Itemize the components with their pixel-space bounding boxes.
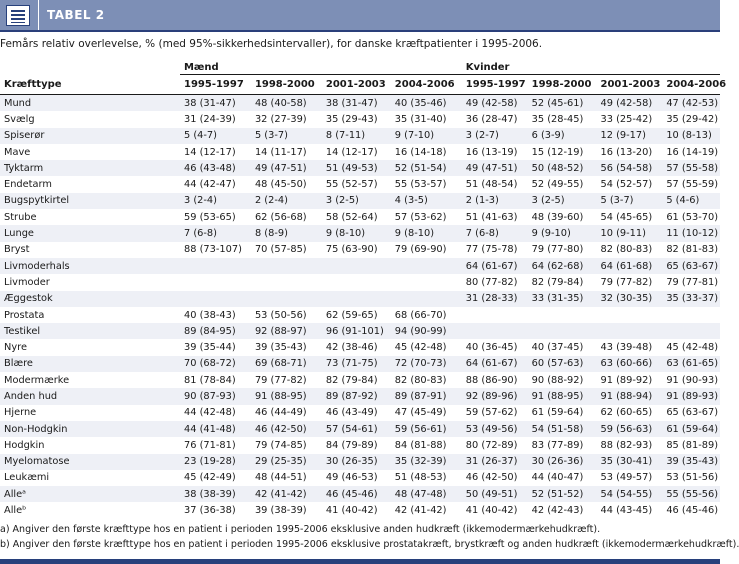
table-row [0, 405, 720, 421]
table-cell: 2 (2-4) [251, 193, 322, 209]
table-cell: 89 (84-95) [180, 323, 251, 339]
column-header-period: 1995-1997 [462, 75, 528, 95]
table-cell: 49 (46-53) [322, 470, 391, 486]
table-cell: 29 (25-35) [251, 454, 322, 470]
table-cell: 45 (42-48) [391, 339, 462, 355]
footnote-a: a) Angiver den første kræfttype hos en patient i perioden 1995-2006 eksklusive anden hudkræft (ikkemodermærkehudkræft). [0, 524, 601, 535]
table-cell [391, 258, 462, 274]
table-row [0, 160, 720, 176]
table-cell: 65 (63-67) [662, 258, 720, 274]
table-cell: 42 (42-43) [528, 502, 597, 518]
table-cell: 46 (43-49) [322, 405, 391, 421]
table-row [0, 95, 720, 112]
table-cell: 42 (38-46) [322, 339, 391, 355]
row-label: Endetarm [0, 176, 180, 192]
table-cell: 60 (57-63) [528, 356, 597, 372]
table-row [0, 437, 720, 453]
table-cell: 84 (79-89) [322, 437, 391, 453]
table-cell: 47 (42-53) [662, 95, 720, 112]
table-row [0, 176, 720, 192]
table-cell: 92 (88-97) [251, 323, 322, 339]
table-cell: 35 (33-37) [662, 291, 720, 307]
table-cell: 53 (51-56) [662, 470, 720, 486]
table-row [0, 388, 720, 404]
table-cell [528, 307, 597, 323]
table-cell: 52 (49-55) [528, 176, 597, 192]
table-cell: 46 (42-50) [251, 421, 322, 437]
table-cell: 88 (82-93) [597, 437, 663, 453]
table-cell: 16 (14-18) [391, 144, 462, 160]
table-cell: 3 (2-5) [528, 193, 597, 209]
table-cell: 49 (42-58) [462, 95, 528, 112]
table-cell [322, 258, 391, 274]
table-cell: 90 (88-92) [528, 372, 597, 388]
table-cell: 40 (36-45) [462, 339, 528, 355]
table-cell: 59 (56-63) [597, 421, 663, 437]
table-cell: 56 (54-58) [597, 160, 663, 176]
table-cell: 61 (59-64) [662, 421, 720, 437]
table-cell: 31 (28-33) [462, 291, 528, 307]
column-header-period: 2004-2006 [391, 75, 462, 95]
table-cell: 64 (61-67) [462, 356, 528, 372]
table-cell: 63 (60-66) [597, 356, 663, 372]
table-cell: 33 (31-35) [528, 291, 597, 307]
empty-header-cell [0, 60, 180, 75]
table-cell [662, 307, 720, 323]
row-label: Leukæmi [0, 470, 180, 486]
table-cell: 50 (49-51) [462, 486, 528, 502]
table-row [0, 144, 720, 160]
table-cell: 46 (44-49) [251, 405, 322, 421]
column-header-period: 1998-2000 [528, 75, 597, 95]
table-cell: 70 (68-72) [180, 356, 251, 372]
table-cell: 82 (81-83) [662, 242, 720, 258]
table-row [0, 274, 720, 290]
table-cell: 3 (2-7) [462, 128, 528, 144]
table-row [0, 111, 720, 127]
row-label: Lunge [0, 225, 180, 241]
row-label: Anden hud [0, 388, 180, 404]
table-cell: 79 (77-80) [528, 242, 597, 258]
row-label: Testikel [0, 323, 180, 339]
table-cell [251, 274, 322, 290]
table-cell: 46 (42-50) [462, 470, 528, 486]
table-cell: 57 (53-62) [391, 209, 462, 225]
table-cell: 30 (26-36) [528, 454, 597, 470]
table-cell: 81 (78-84) [180, 372, 251, 388]
table-cell [251, 258, 322, 274]
table-cell: 7 (6-8) [180, 225, 251, 241]
table-cell: 92 (89-96) [462, 388, 528, 404]
table-cell: 40 (35-46) [391, 95, 462, 112]
row-label: Alleᵃ [0, 486, 180, 502]
table-cell: 33 (25-42) [597, 111, 663, 127]
table-cell: 51 (41-63) [462, 209, 528, 225]
table-cell: 46 (45-46) [322, 486, 391, 502]
table-cell: 32 (30-35) [597, 291, 663, 307]
row-label: Hjerne [0, 405, 180, 421]
table-cell: 36 (28-47) [462, 111, 528, 127]
table-cell: 35 (31-40) [391, 111, 462, 127]
table-cell: 53 (50-56) [251, 307, 322, 323]
row-label: Myelomatose [0, 454, 180, 470]
table-row [0, 502, 720, 518]
table-cell: 11 (10-12) [662, 225, 720, 241]
table-cell: 88 (86-90) [462, 372, 528, 388]
table-cell [528, 323, 597, 339]
table-row [0, 307, 720, 323]
table-cell: 65 (63-67) [662, 405, 720, 421]
table-cell: 59 (53-65) [180, 209, 251, 225]
table-row [0, 356, 720, 372]
table-cell: 16 (13-19) [462, 144, 528, 160]
table-cell: 50 (48-52) [528, 160, 597, 176]
table-cell: 88 (73-107) [180, 242, 251, 258]
row-label: Livmoderhals [0, 258, 180, 274]
table-cell: 48 (39-60) [528, 209, 597, 225]
table-cell: 45 (42-49) [180, 470, 251, 486]
table-row [0, 128, 720, 144]
table-cell: 15 (12-19) [528, 144, 597, 160]
table-cell: 73 (71-75) [322, 356, 391, 372]
table-row [0, 193, 720, 209]
table-cell: 54 (45-65) [597, 209, 663, 225]
table-cell: 5 (3-7) [251, 128, 322, 144]
row-label: Svælg [0, 111, 180, 127]
table-icon [6, 5, 30, 26]
table-cell: 12 (9-17) [597, 128, 663, 144]
table-cell: 61 (53-70) [662, 209, 720, 225]
table-cell: 69 (68-71) [251, 356, 322, 372]
table-cell: 48 (44-51) [251, 470, 322, 486]
table-cell: 57 (54-61) [322, 421, 391, 437]
table-row [0, 421, 720, 437]
table-cell: 30 (26-35) [322, 454, 391, 470]
table-cell: 7 (6-8) [462, 225, 528, 241]
table-cell: 55 (53-57) [391, 176, 462, 192]
table-cell: 53 (49-57) [597, 470, 663, 486]
table-cell: 91 (89-92) [597, 372, 663, 388]
table-cell [597, 307, 663, 323]
table-cell: 54 (54-55) [597, 486, 663, 502]
row-label: Non-Hodgkin [0, 421, 180, 437]
table-header-bar [0, 0, 720, 32]
row-label: Blære [0, 356, 180, 372]
table-cell: 14 (11-17) [251, 144, 322, 160]
table-cell: 79 (74-85) [251, 437, 322, 453]
bottom-bar [0, 559, 720, 564]
table-cell: 38 (31-47) [322, 95, 391, 112]
footnote-b: b) Angiver den første kræfttype hos en patient i perioden 1995-2006 eksklusive prostatakræft, brystkræft og anden hudkræft (ikkemodermærkehudkræft). [0, 539, 739, 550]
row-label: Alleᵇ [0, 502, 180, 518]
table-cell: 35 (28-45) [528, 111, 597, 127]
table-cell: 91 (90-93) [662, 372, 720, 388]
table-cell: 96 (91-101) [322, 323, 391, 339]
table-cell: 62 (59-65) [322, 307, 391, 323]
table-cell: 42 (41-42) [391, 502, 462, 518]
table-cell: 82 (79-84) [322, 372, 391, 388]
table-row [0, 291, 720, 307]
table-cell [391, 291, 462, 307]
table-cell: 9 (9-10) [528, 225, 597, 241]
table-cell: 57 (55-58) [662, 160, 720, 176]
row-label: Strube [0, 209, 180, 225]
table-cell: 54 (51-58) [528, 421, 597, 437]
table-cell: 49 (42-58) [597, 95, 663, 112]
table-cell: 9 (8-10) [391, 225, 462, 241]
table-cell: 85 (81-89) [662, 437, 720, 453]
table-cell: 5 (4-7) [180, 128, 251, 144]
table-cell: 91 (88-94) [597, 388, 663, 404]
table-cell: 84 (81-88) [391, 437, 462, 453]
table-cell: 80 (77-82) [462, 274, 528, 290]
row-label: Spiserør [0, 128, 180, 144]
table-cell: 14 (12-17) [180, 144, 251, 160]
table-cell: 80 (72-89) [462, 437, 528, 453]
table-cell: 53 (49-56) [462, 421, 528, 437]
table-cell: 79 (69-90) [391, 242, 462, 258]
table-cell [462, 323, 528, 339]
column-header-period: 2001-2003 [597, 75, 663, 95]
table-cell: 9 (8-10) [322, 225, 391, 241]
table-row [0, 339, 720, 355]
table-cell: 5 (4-6) [662, 193, 720, 209]
table-cell: 70 (57-85) [251, 242, 322, 258]
row-label: Æggestok [0, 291, 180, 307]
group-header-women: Kvinder [462, 60, 720, 75]
table-cell: 40 (37-45) [528, 339, 597, 355]
column-header-period: 2001-2003 [322, 75, 391, 95]
table-cell: 75 (63-90) [322, 242, 391, 258]
table-row [0, 454, 720, 470]
table-row [0, 242, 720, 258]
header-divider [38, 0, 39, 30]
table-cell: 39 (35-44) [180, 339, 251, 355]
row-label: Bugspytkirtel [0, 193, 180, 209]
table-cell: 64 (61-67) [462, 258, 528, 274]
table-cell: 79 (77-82) [251, 372, 322, 388]
table-cell: 57 (55-59) [662, 176, 720, 192]
table-cell: 54 (52-57) [597, 176, 663, 192]
row-label: Bryst [0, 242, 180, 258]
table-cell [391, 274, 462, 290]
table-cell: 48 (45-50) [251, 176, 322, 192]
table-cell: 10 (9-11) [597, 225, 663, 241]
table-row [0, 372, 720, 388]
table-cell: 72 (70-73) [391, 356, 462, 372]
table-cell: 23 (19-28) [180, 454, 251, 470]
table-title: TABEL 2 [47, 8, 105, 22]
table-cell: 39 (38-39) [251, 502, 322, 518]
table-cell: 48 (40-58) [251, 95, 322, 112]
table-cell: 40 (38-43) [180, 307, 251, 323]
table-row [0, 470, 720, 486]
table-cell: 89 (87-91) [391, 388, 462, 404]
table-cell: 49 (47-51) [251, 160, 322, 176]
table-cell: 52 (51-54) [391, 160, 462, 176]
table-cell: 37 (36-38) [180, 502, 251, 518]
table-cell: 4 (3-5) [391, 193, 462, 209]
table-cell: 68 (66-70) [391, 307, 462, 323]
table-cell: 44 (41-48) [180, 421, 251, 437]
table-cell: 83 (77-89) [528, 437, 597, 453]
table-cell: 63 (61-65) [662, 356, 720, 372]
table-cell: 79 (77-82) [597, 274, 663, 290]
table-cell: 82 (80-83) [391, 372, 462, 388]
table-row [0, 225, 720, 241]
table-cell: 61 (59-64) [528, 405, 597, 421]
table-cell: 44 (42-47) [180, 176, 251, 192]
table-cell: 35 (30-41) [597, 454, 663, 470]
table-cell [322, 274, 391, 290]
survival-table [0, 60, 727, 519]
row-label: Mave [0, 144, 180, 160]
table-subtitle: Femårs relativ overlevelse, % (med 95%-sikkerhedsintervaller), for danske kræftpatienter i 1995-2006. [0, 38, 543, 50]
table-row [0, 209, 720, 225]
table-cell: 51 (49-53) [322, 160, 391, 176]
table-cell: 82 (80-83) [597, 242, 663, 258]
table-cell: 31 (26-37) [462, 454, 528, 470]
table-cell: 35 (29-42) [662, 111, 720, 127]
table-cell [662, 323, 720, 339]
table-cell: 35 (29-43) [322, 111, 391, 127]
table-cell: 43 (39-48) [597, 339, 663, 355]
table-cell: 39 (35-43) [251, 339, 322, 355]
table-cell: 41 (40-42) [462, 502, 528, 518]
table-cell: 94 (90-99) [391, 323, 462, 339]
table-cell: 76 (71-81) [180, 437, 251, 453]
table-cell: 59 (56-61) [391, 421, 462, 437]
table-cell: 38 (38-39) [180, 486, 251, 502]
table-cell [180, 291, 251, 307]
table-cell: 44 (42-48) [180, 405, 251, 421]
table-cell: 3 (2-5) [322, 193, 391, 209]
row-label: Prostata [0, 307, 180, 323]
table-cell: 62 (60-65) [597, 405, 663, 421]
table-cell: 32 (27-39) [251, 111, 322, 127]
table-cell: 49 (47-51) [462, 160, 528, 176]
row-label: Tyktarm [0, 160, 180, 176]
table-cell: 64 (61-68) [597, 258, 663, 274]
table-cell: 5 (3-7) [597, 193, 663, 209]
column-header-period: 2004-2006 [662, 75, 720, 95]
table-cell: 39 (35-43) [662, 454, 720, 470]
table-cell [180, 258, 251, 274]
table-cell: 38 (31-47) [180, 95, 251, 112]
table-cell: 91 (88-95) [251, 388, 322, 404]
table-cell: 2 (1-3) [462, 193, 528, 209]
table-row [0, 486, 720, 502]
row-label: Modermærke [0, 372, 180, 388]
table-cell: 46 (45-46) [662, 502, 720, 518]
row-label: Nyre [0, 339, 180, 355]
row-label: Livmoder [0, 274, 180, 290]
column-header-cancer-type: Kræfttype [0, 75, 180, 95]
table-cell: 16 (13-20) [597, 144, 663, 160]
table-cell: 52 (51-52) [528, 486, 597, 502]
table-cell: 91 (88-95) [528, 388, 597, 404]
table-cell: 8 (7-11) [322, 128, 391, 144]
table-cell: 3 (2-4) [180, 193, 251, 209]
table-cell: 77 (75-78) [462, 242, 528, 258]
table-cell: 9 (7-10) [391, 128, 462, 144]
table-cell: 55 (55-56) [662, 486, 720, 502]
table-row [0, 323, 720, 339]
column-header-period: 1998-2000 [251, 75, 322, 95]
table-cell: 51 (48-54) [462, 176, 528, 192]
table-cell: 90 (87-93) [180, 388, 251, 404]
table-cell: 44 (40-47) [528, 470, 597, 486]
table-cell: 55 (52-57) [322, 176, 391, 192]
table-cell [180, 274, 251, 290]
table-cell: 44 (43-45) [597, 502, 663, 518]
table-cell: 42 (41-42) [251, 486, 322, 502]
table-cell: 14 (12-17) [322, 144, 391, 160]
table-cell: 79 (77-81) [662, 274, 720, 290]
row-label: Hodgkin [0, 437, 180, 453]
table-cell: 47 (45-49) [391, 405, 462, 421]
table-row [0, 258, 720, 274]
table-cell: 31 (24-39) [180, 111, 251, 127]
table-cell: 35 (32-39) [391, 454, 462, 470]
table-cell: 10 (8-13) [662, 128, 720, 144]
table-cell: 89 (87-92) [322, 388, 391, 404]
table-cell [251, 291, 322, 307]
table-cell [322, 291, 391, 307]
table-cell: 41 (40-42) [322, 502, 391, 518]
table-cell: 45 (42-48) [662, 339, 720, 355]
table-cell [597, 323, 663, 339]
table-cell: 6 (3-9) [528, 128, 597, 144]
column-header-period: 1995-1997 [180, 75, 251, 95]
table-cell: 8 (8-9) [251, 225, 322, 241]
table-cell: 16 (14-19) [662, 144, 720, 160]
table-cell: 82 (79-84) [528, 274, 597, 290]
group-header-men: Mænd [180, 60, 462, 75]
table-cell: 51 (48-53) [391, 470, 462, 486]
table-cell: 91 (89-93) [662, 388, 720, 404]
table-cell: 52 (45-61) [528, 95, 597, 112]
table-cell: 46 (43-48) [180, 160, 251, 176]
row-label: Mund [0, 95, 180, 112]
table-cell [462, 307, 528, 323]
table-cell: 62 (56-68) [251, 209, 322, 225]
table-cell: 59 (57-62) [462, 405, 528, 421]
table-cell: 64 (62-68) [528, 258, 597, 274]
table-cell: 48 (47-48) [391, 486, 462, 502]
table-cell: 58 (52-64) [322, 209, 391, 225]
